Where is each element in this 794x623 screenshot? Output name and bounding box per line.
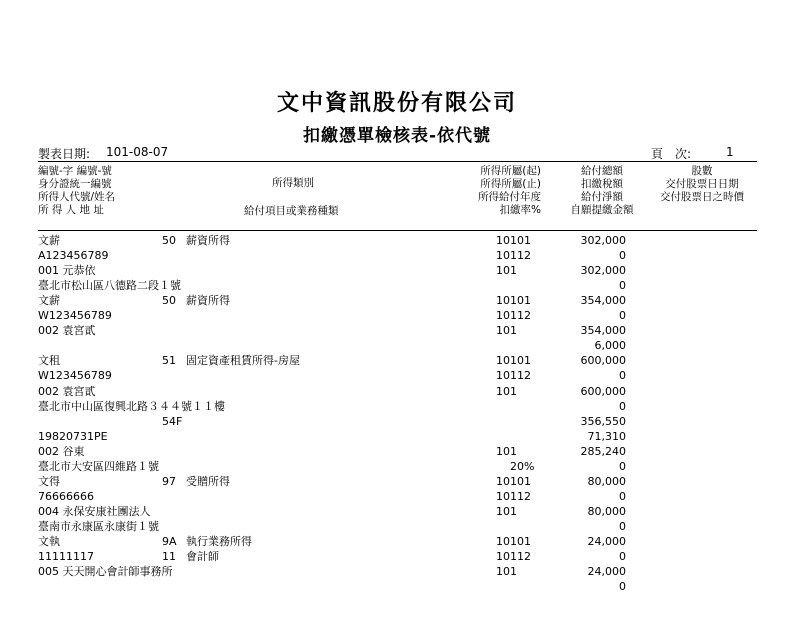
header-col-period: [478, 165, 541, 217]
header-col-shares: [650, 165, 754, 204]
payee-text: W123456789: [38, 369, 112, 383]
table-row: [0, 579, 794, 594]
report-title: 扣繳憑單檢核表-依代號: [302, 126, 492, 146]
header-id-number: 身分證統一編號: [38, 178, 112, 190]
table-row: [0, 519, 794, 534]
report-date-label: 製表日期:: [38, 147, 91, 161]
page-number: 1: [726, 145, 734, 159]
payee-text: A123456789: [38, 249, 109, 263]
amount-value: 24,000: [587, 565, 626, 579]
amount-value: 24,000: [587, 535, 626, 548]
header-bottom-rule: [38, 230, 757, 231]
withholding-rate: 20%: [510, 459, 535, 473]
period-value: 10101: [496, 474, 531, 488]
amount-value: 600,000: [580, 354, 626, 368]
amount-value: 0: [619, 550, 626, 564]
header-share-delivery-price: 交付股票日之時價: [660, 191, 744, 203]
amount-value: 302,000: [580, 234, 626, 247]
header-period-end: 所得所屬(止): [480, 178, 541, 190]
payee-text: 臺南市永康區永康街１號: [38, 519, 159, 533]
table-row: [0, 399, 794, 414]
income-code: 50: [162, 234, 176, 247]
payee-text: 001 元恭依: [38, 264, 96, 278]
header-income-category: 所得類別: [272, 177, 314, 189]
amount-value: 0: [619, 249, 626, 263]
payee-text: 文租: [38, 354, 60, 368]
payee-text: 文得: [38, 474, 60, 488]
period-value: 10112: [496, 249, 531, 263]
amount-value: 0: [619, 279, 626, 293]
amount-value: 80,000: [587, 504, 626, 518]
payment-item: 薪資所得: [186, 294, 230, 308]
table-row: [0, 233, 794, 248]
amount-value: 71,310: [587, 429, 626, 443]
payee-text: 005 天天開心會計師事務所: [38, 565, 173, 579]
header-top-rule: [38, 161, 757, 162]
payee-text: 文薪: [38, 234, 60, 247]
table-row: [0, 414, 794, 429]
table-row: [0, 308, 794, 323]
header-tax-withheld: 扣繳稅額: [581, 178, 623, 190]
payee-text: W123456789: [38, 309, 112, 323]
period-value: 101: [496, 444, 517, 458]
income-code: 51: [162, 354, 176, 368]
income-code: 54F: [162, 414, 183, 428]
income-code: 97: [162, 474, 176, 488]
amount-value: 354,000: [580, 294, 626, 308]
table-row: [0, 293, 794, 308]
header-payee-address: 所 得 人 地 址: [38, 204, 104, 216]
table-row: [0, 384, 794, 399]
period-value: 10101: [496, 294, 531, 308]
header-withholding-rate: 扣繳率%: [499, 204, 541, 216]
report-date: 101-08-07: [106, 145, 169, 159]
payment-item: 固定資產租賃所得-房屋: [186, 354, 300, 368]
table-row: [0, 549, 794, 564]
table-row: [0, 534, 794, 549]
amount-value: 6,000: [594, 339, 626, 353]
header-payment-item: 給付項目或業務種類: [244, 205, 339, 217]
amount-value: 0: [619, 459, 626, 473]
period-value: 101: [496, 264, 517, 278]
header-col-amounts: [566, 165, 638, 217]
period-value: 101: [496, 504, 517, 518]
payee-text: 002 袁宮貳: [38, 384, 96, 398]
table-row: [0, 504, 794, 519]
table-row: [0, 323, 794, 338]
amount-value: 600,000: [580, 384, 626, 398]
amount-value: 356,550: [580, 414, 626, 428]
header-period-start: 所得所屬(起): [480, 165, 541, 177]
payment-item: 會計師: [186, 550, 219, 564]
payment-item: 執行業務所得: [186, 535, 252, 548]
period-value: 101: [496, 384, 517, 398]
period-value: 10112: [496, 489, 531, 503]
header-voluntary-contribution: 自願提繳金額: [570, 204, 634, 216]
period-value: 101: [496, 324, 517, 338]
payee-text: 臺北市中山區復興北路３４４號１１樓: [38, 399, 225, 413]
table-row: [0, 429, 794, 444]
period-value: 10112: [496, 369, 531, 383]
payment-item: 薪資所得: [186, 234, 230, 247]
table-row: [0, 368, 794, 383]
table-row: [0, 248, 794, 263]
company-name: 文中資訊股份有限公司: [276, 91, 517, 116]
amount-value: 0: [619, 489, 626, 503]
payment-item: 受贈所得: [186, 474, 230, 488]
amount-value: 0: [619, 399, 626, 413]
period-value: 10101: [496, 354, 531, 368]
header-serial: 編號-字 編號-號: [38, 165, 112, 177]
payee-text: 臺北市松山區八德路二段１號: [38, 279, 181, 293]
amount-value: 0: [619, 369, 626, 383]
payee-text: 19820731PE: [38, 429, 108, 443]
table-row: [0, 353, 794, 368]
amount-value: 80,000: [587, 474, 626, 488]
payee-text: 004 永保安康社團法人: [38, 504, 151, 518]
page-label: 頁 次:: [651, 147, 692, 161]
period-value: 10101: [496, 535, 531, 548]
table-row: [0, 338, 794, 353]
amount-value: 0: [619, 580, 626, 594]
table-row: [0, 564, 794, 579]
payee-text: 002 谷東: [38, 444, 85, 458]
amount-value: 354,000: [580, 324, 626, 338]
table-row: [0, 489, 794, 504]
period-value: 101: [496, 565, 517, 579]
amount-value: 302,000: [580, 264, 626, 278]
income-code: 11: [162, 550, 176, 564]
amount-value: 0: [619, 309, 626, 323]
payee-text: 臺北市大安區四維路１號: [38, 459, 159, 473]
table-row: [0, 474, 794, 489]
payee-text: 11111117: [38, 550, 94, 564]
period-value: 10112: [496, 550, 531, 564]
income-code: 9A: [162, 535, 177, 548]
header-payee-name: 所得人代號/姓名: [38, 191, 116, 203]
amount-value: 285,240: [580, 444, 626, 458]
header-gross-payment: 給付總額: [581, 165, 623, 177]
period-value: 10112: [496, 309, 531, 323]
payee-text: 76666666: [38, 489, 94, 503]
table-row: [0, 459, 794, 474]
table-row: [0, 263, 794, 278]
payee-text: 文薪: [38, 294, 60, 308]
table-row: [0, 278, 794, 293]
income-code: 50: [162, 294, 176, 308]
payee-text: 文執: [38, 535, 60, 548]
header-col-payee: [38, 165, 115, 217]
header-shares: 股數: [691, 165, 713, 177]
header-net-payment: 給付淨額: [581, 191, 623, 203]
amount-value: 0: [619, 519, 626, 533]
period-value: 10101: [496, 234, 531, 247]
payee-text: 002 袁宮貳: [38, 324, 96, 338]
table-row: [0, 444, 794, 459]
header-share-delivery-date: 交付股票日日期: [665, 178, 739, 190]
header-payment-year: 所得給付年度: [478, 191, 541, 203]
